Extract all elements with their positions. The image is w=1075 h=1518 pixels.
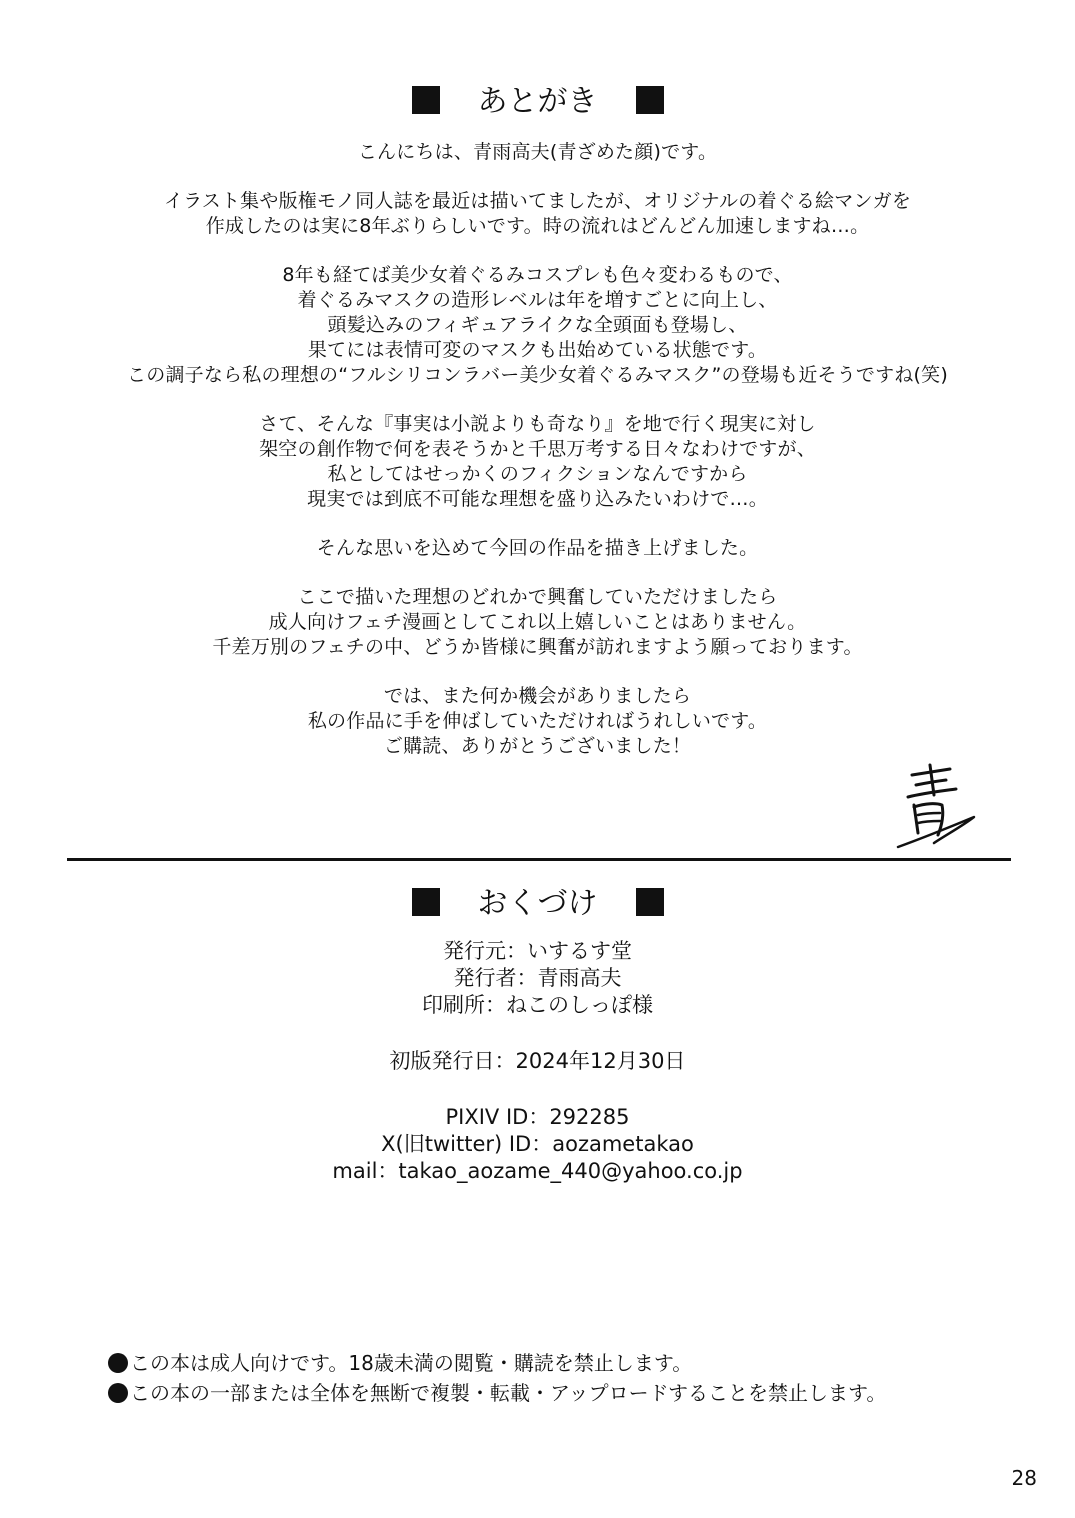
afterword-line: 成人向けフェチ漫画としてこれ以上嬉しいことはありません。 — [268, 611, 807, 633]
afterword-paragraph — [0, 585, 1075, 660]
mail-line: mail：takao_aozame_440@yahoo.co.jp — [332, 1159, 743, 1183]
page-number: 28 — [1011, 1466, 1037, 1490]
afterword-line: イラスト集や版権モノ同人誌を最近は描いてましたが、オリジナルの着ぐる絵マンガを — [163, 190, 912, 212]
afterword-line: 8年も経てば美少女着ぐるみコスプレも色々変わるもので、 — [282, 264, 793, 286]
afterword-line: 私の作品に手を伸ばしていただければうれしいです。 — [307, 710, 768, 732]
afterword-line: さて、そんな『事実は小説よりも奇なり』を地で行く現実に対し — [259, 413, 816, 435]
bullet-icon — [108, 1383, 128, 1403]
colophon-publishing-info — [0, 938, 1075, 1019]
square-mark-left — [412, 86, 440, 114]
colophon-date-info — [0, 1048, 1075, 1075]
afterword-paragraph — [0, 684, 1075, 759]
issuer-line: 発行者：青雨高夫 — [453, 966, 622, 990]
afterword-body — [0, 140, 1075, 783]
first-edition-line: 初版発行日：2024年12月30日 — [389, 1049, 686, 1073]
afterword-line: 頭髪込みのフィギュアライクな全頭面も登場し、 — [327, 314, 748, 336]
afterword-line: 果てには表情可変のマスクも出始めている状態です。 — [307, 339, 768, 361]
afterword-heading-text: あとがき — [477, 84, 598, 119]
afterword-line: ここで描いた理想のどれかで興奮していただけましたら — [297, 586, 778, 608]
colophon-heading-text: おくづけ — [477, 886, 598, 921]
afterword-line: ご購読、ありがとうございました！ — [383, 735, 692, 757]
notice-item — [108, 1378, 886, 1408]
afterword-line: こんにちは、青雨高夫(青ざめた顔)です。 — [357, 141, 718, 163]
legal-notices — [108, 1348, 886, 1408]
colophon-contact-info — [0, 1104, 1075, 1185]
afterword-paragraph — [0, 536, 1075, 561]
afterword-line: 架空の創作物で何を表そうかと千思万考する日々なわけですが、 — [259, 438, 816, 460]
afterword-line: 着ぐるみマスクの造形レベルは年を増すごとに向上し、 — [297, 289, 778, 311]
afterword-line: そんな思いを込めて今回の作品を描き上げました。 — [316, 537, 759, 559]
printer-line: 印刷所：ねこのしっぽ様 — [422, 993, 653, 1017]
notice-text: この本の一部または全体を無断で複製・転載・アップロードすることを禁止します。 — [130, 1381, 887, 1405]
pixiv-id-line: PIXIV ID：292285 — [445, 1105, 630, 1129]
colophon-heading — [0, 884, 1075, 924]
square-mark-right — [636, 888, 664, 916]
section-divider — [67, 858, 1011, 861]
afterword-line: 私としてはせっかくのフィクションなんですから — [327, 463, 748, 485]
afterword-paragraph — [0, 412, 1075, 512]
afterword-line: 現実では到底不可能な理想を盛り込みたいわけで…。 — [307, 488, 768, 510]
publisher-line: 発行元：いするす堂 — [443, 939, 632, 963]
afterword-line: この調子なら私の理想の“フルシリコンラバー美少女着ぐるみマスク”の登場も近そうですね(笑) — [127, 364, 948, 386]
afterword-line: 作成したのは実に8年ぶりらしいです。時の流れはどんどん加速しますね…。 — [205, 215, 870, 237]
handwritten-signature — [890, 755, 990, 855]
afterword-line: 千差万別のフェチの中、どうか皆様に興奮が訪れますよう願っております。 — [212, 636, 863, 658]
afterword-paragraph — [0, 263, 1075, 388]
afterword-paragraph — [0, 140, 1075, 165]
afterword-heading — [0, 82, 1075, 122]
square-mark-left — [412, 888, 440, 916]
notice-text: この本は成人向けです。18歳未満の閲覧・購読を禁止します。 — [130, 1351, 693, 1375]
afterword-paragraph — [0, 189, 1075, 239]
square-mark-right — [636, 86, 664, 114]
bullet-icon — [108, 1353, 128, 1373]
notice-item — [108, 1348, 886, 1378]
twitter-id-line: X(旧twitter) ID：aozametakao — [381, 1132, 694, 1156]
afterword-line: では、また何か機会がありましたら — [383, 685, 692, 707]
